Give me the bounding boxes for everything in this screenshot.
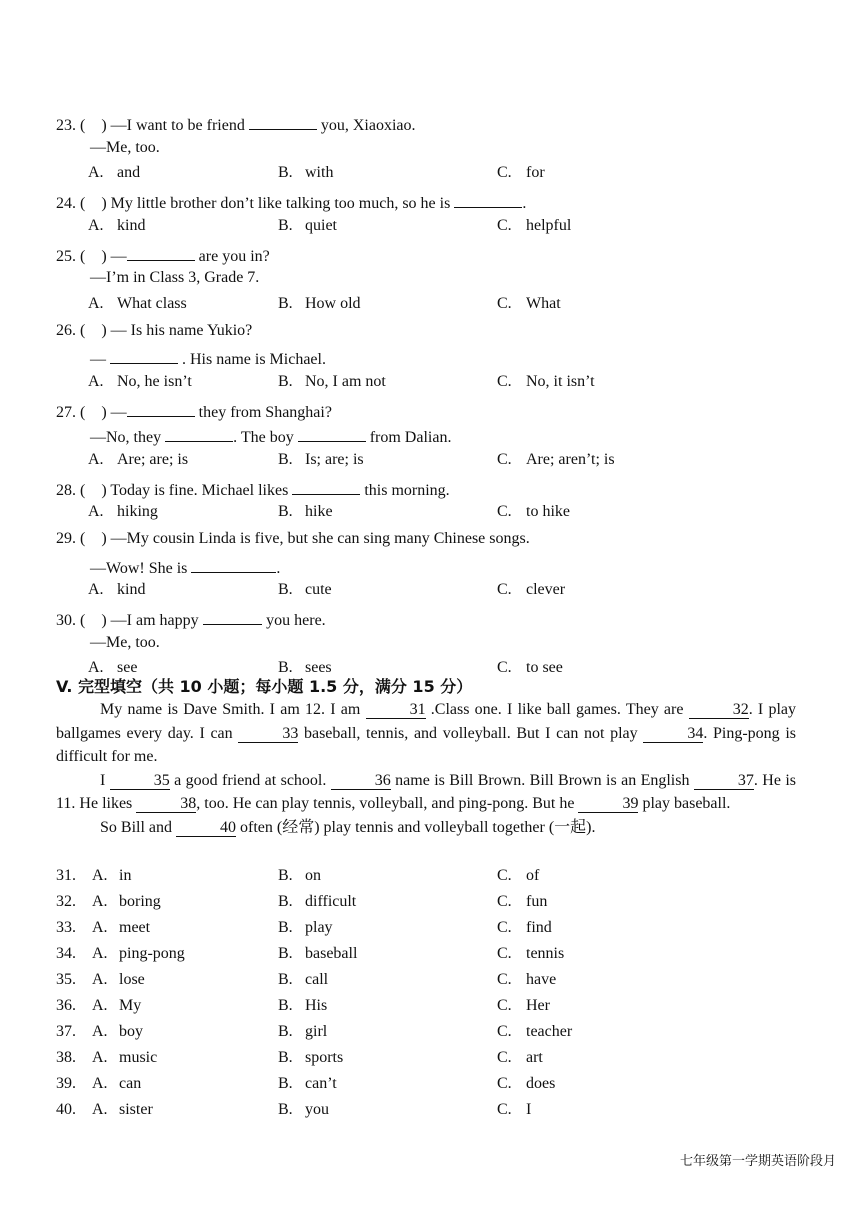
question-line (56, 322, 252, 340)
option-a: kind (117, 216, 146, 234)
option-letter-c: C. (497, 581, 512, 598)
question-text: —I want to be friend (110, 117, 249, 134)
question-text: — (90, 351, 110, 368)
option-b: play (305, 919, 333, 936)
option-letter-c: C. (497, 919, 512, 936)
question-number: 29. (56, 530, 76, 547)
answer-blank: 35 (110, 773, 170, 790)
option-letter-c: C. (497, 1023, 512, 1040)
option-c: fun (526, 893, 548, 910)
option-letter-a: A. (88, 372, 104, 390)
answer-blank: 34 (643, 726, 703, 743)
option-letter-b: B. (278, 294, 293, 312)
question-line (56, 113, 416, 135)
option-letter-b: B. (278, 581, 293, 598)
question-text: are you in? (194, 247, 270, 265)
option-letter-c: C. (497, 1049, 512, 1066)
question-number: 33. (56, 919, 76, 936)
option-b: sees (305, 659, 332, 676)
question-text: from Dalian. (365, 429, 452, 446)
option-b: with (305, 164, 334, 181)
option-b: difficult (305, 893, 357, 910)
option-letter-b: B. (278, 216, 293, 234)
option-letter-c: C. (497, 893, 512, 910)
option-a: No, he isn’t (117, 372, 192, 390)
option-a: kind (117, 581, 146, 598)
option-a: What class (117, 294, 187, 312)
option-c: No, it isn’t (526, 372, 595, 390)
option-b: cute (305, 581, 332, 598)
question-text: you, Xiaoxiao. (316, 117, 416, 134)
option-a: in (119, 867, 132, 884)
question-continuation (90, 556, 280, 578)
option-c: Are; aren’t; is (526, 450, 615, 468)
option-letter-b: B. (278, 372, 293, 390)
option-b: can’t (305, 1075, 337, 1092)
question-continuation (90, 139, 160, 157)
option-letter-a: A. (88, 294, 104, 312)
option-b: hike (305, 503, 333, 520)
option-a: My (119, 997, 142, 1014)
question-text: . (276, 559, 281, 577)
option-letter-c: C. (497, 294, 512, 312)
option-b: you (305, 1101, 329, 1118)
option-letter-a: A. (88, 450, 104, 468)
question-continuation (90, 425, 451, 447)
option-letter-b: B. (278, 164, 293, 181)
option-c: clever (526, 581, 566, 598)
passage-paragraph: I 35 a good friend at school. 36 name is Bill Brown. Bill Brown is an English 37. He is 11. He likes 38, too. He can play tennis, volleyball, and ping-pong. But he 39 play baseball. (56, 771, 797, 812)
option-a: music (119, 1049, 158, 1066)
option-b: on (305, 867, 321, 884)
question-text: —Me, too. (90, 138, 160, 156)
question-line (56, 191, 526, 213)
option-letter-c: C. (497, 1101, 512, 1118)
answer-paren: ( ) (76, 117, 111, 134)
question-number: 26. (56, 321, 76, 339)
option-letter-a: A. (88, 216, 104, 234)
option-letter-c: C. (497, 164, 512, 181)
option-c: What (526, 294, 561, 312)
question-line (56, 478, 450, 500)
question-number: 30. (56, 612, 76, 629)
question-text: you here. (262, 612, 326, 629)
question-number: 34. (56, 945, 76, 962)
answer-paren: ( ) (76, 195, 111, 212)
option-a: see (117, 659, 138, 676)
option-letter-b: B. (278, 1049, 293, 1066)
question-line (56, 244, 270, 266)
option-b: sports (305, 1049, 344, 1066)
option-letter-b: B. (278, 1075, 293, 1092)
option-a: lose (119, 971, 145, 988)
question-line (56, 530, 530, 548)
option-letter-b: B. (278, 450, 293, 468)
question-number: 37. (56, 1023, 76, 1040)
option-c: does (526, 1075, 556, 1092)
question-text: —Wow! She is (90, 559, 192, 577)
option-letter-b: B. (278, 503, 293, 520)
option-b: girl (305, 1023, 328, 1040)
option-b: No, I am not (305, 372, 386, 390)
option-letter-a: A. (92, 867, 108, 884)
option-c: helpful (526, 216, 572, 234)
option-letter-c: C. (497, 450, 512, 468)
answer-blank: 39 (578, 796, 638, 813)
option-letter-a: A. (92, 1049, 108, 1066)
question-text: they from Shanghai? (194, 403, 332, 421)
option-letter-c: C. (497, 945, 512, 962)
question-continuation (90, 269, 259, 287)
option-a: sister (119, 1101, 153, 1118)
answer-blank (249, 113, 317, 130)
option-letter-a: A. (92, 945, 108, 962)
question-text: . (522, 195, 527, 212)
question-text: My little brother don’t like talking too much, so he is (110, 195, 455, 212)
question-number: 24. (56, 195, 76, 212)
answer-paren: ( ) (76, 403, 111, 421)
option-letter-c: C. (497, 971, 512, 988)
option-c: for (526, 164, 545, 181)
answer-blank: 32 (689, 702, 749, 719)
question-line (56, 400, 332, 422)
answer-blank (127, 400, 195, 417)
option-a: boring (119, 893, 161, 910)
option-a: meet (119, 919, 151, 936)
option-letter-b: B. (278, 919, 293, 936)
cloze-passage (56, 698, 796, 839)
option-b: baseball (305, 945, 358, 962)
question-text: — (110, 403, 127, 421)
option-b: quiet (305, 216, 337, 234)
question-number: 31. (56, 867, 76, 884)
option-b: Is; are; is (305, 450, 364, 468)
option-a: boy (119, 1023, 143, 1040)
option-a: and (117, 164, 141, 181)
option-letter-c: C. (497, 997, 512, 1014)
option-a: Are; are; is (117, 450, 189, 468)
option-letter-c: C. (497, 867, 512, 884)
answer-blank: 40 (176, 820, 236, 837)
question-text: —My cousin Linda is five, but she can sing many Chinese songs. (110, 530, 530, 547)
option-b: call (305, 971, 329, 988)
question-number: 38. (56, 1049, 76, 1066)
option-c: I (526, 1101, 532, 1118)
option-letter-c: C. (497, 659, 512, 676)
option-letter-a: A. (92, 997, 108, 1014)
answer-blank: 31 (366, 702, 426, 719)
question-text: —I am happy (110, 612, 203, 629)
option-a: can (119, 1075, 142, 1092)
answer-paren: ( ) (76, 481, 111, 499)
option-letter-c: C. (497, 372, 512, 390)
option-c: Her (526, 997, 550, 1014)
question-text: —Me, too. (90, 633, 160, 651)
option-letter-a: A. (92, 893, 108, 910)
answer-paren: ( ) (76, 321, 111, 339)
question-number: 23. (56, 117, 76, 134)
option-letter-a: A. (92, 919, 108, 936)
answer-paren: ( ) (76, 530, 111, 547)
answer-blank: 37 (694, 773, 754, 790)
answer-blank: 36 (331, 773, 391, 790)
option-letter-a: A. (92, 1101, 108, 1118)
option-c: to see (526, 659, 563, 676)
option-letter-a: A. (88, 581, 104, 598)
option-letter-a: A. (88, 503, 104, 520)
option-c: of (526, 867, 540, 884)
option-letter-b: B. (278, 1023, 293, 1040)
question-text: —No, they (90, 429, 166, 446)
answer-blank (454, 191, 522, 208)
option-letter-b: B. (278, 971, 293, 988)
question-continuation (90, 347, 326, 369)
section-title-cloze: V. 完型填空（共 10 小题；每小题 1.5 分，满分 15 分） (56, 677, 473, 696)
option-letter-c: C. (497, 216, 512, 234)
answer-blank (191, 556, 276, 573)
option-letter-b: B. (278, 997, 293, 1014)
answer-paren: ( ) (76, 247, 111, 265)
answer-blank: 33 (238, 726, 298, 743)
option-letter-b: B. (278, 867, 293, 884)
option-letter-a: A. (92, 971, 108, 988)
option-b: How old (305, 294, 361, 312)
option-b: His (305, 997, 328, 1014)
answer-paren: ( ) (76, 612, 111, 629)
answer-blank (110, 347, 178, 364)
option-letter-b: B. (278, 945, 293, 962)
option-letter-c: C. (497, 503, 512, 520)
option-letter-b: B. (278, 659, 293, 676)
question-number: 28. (56, 481, 76, 499)
option-c: art (526, 1049, 543, 1066)
question-number: 36. (56, 997, 76, 1014)
question-text: — (110, 247, 127, 265)
question-text: Today is fine. Michael likes (110, 481, 293, 499)
option-letter-b: B. (278, 1101, 293, 1118)
page-footer: 七年级第一学期英语阶段月 (679, 1154, 836, 1169)
question-text: . The boy (233, 429, 298, 446)
question-text: this morning. (360, 481, 450, 499)
question-continuation (90, 634, 160, 652)
question-text: — Is his name Yukio? (110, 321, 253, 339)
passage-paragraph: So Bill and 40 often (经常) play tennis and volleyball together (一起). (100, 818, 596, 836)
option-letter-a: A. (88, 164, 104, 181)
passage-paragraph: My name is Dave Smith. I am 12. I am 31 .Class one. I like ball games. They are 32. I play ballgames every day. I can 33 baseball, tennis, and volleyball. But I can not play 34. Ping-pong is difficult for me. (56, 701, 797, 765)
answer-blank (165, 425, 233, 442)
option-letter-a: A. (88, 659, 104, 676)
question-number: 25. (56, 247, 76, 265)
answer-blank: 38 (136, 796, 196, 813)
question-line (56, 608, 326, 630)
option-letter-a: A. (92, 1075, 108, 1092)
option-a: hiking (117, 503, 158, 520)
answer-blank (127, 244, 195, 261)
question-text: . His name is Michael. (178, 351, 326, 368)
option-c: teacher (526, 1023, 573, 1040)
option-letter-a: A. (92, 1023, 108, 1040)
question-number: 27. (56, 403, 76, 421)
question-number: 39. (56, 1075, 76, 1092)
answer-blank (203, 608, 263, 625)
option-c: find (526, 919, 552, 936)
option-c: tennis (526, 945, 565, 962)
question-number: 35. (56, 971, 76, 988)
option-a: ping-pong (119, 945, 185, 962)
option-c: to hike (526, 503, 570, 520)
question-number: 40. (56, 1101, 76, 1118)
option-c: have (526, 971, 557, 988)
option-letter-c: C. (497, 1075, 512, 1092)
answer-blank (292, 478, 360, 495)
question-text: —I’m in Class 3, Grade 7. (90, 269, 260, 286)
question-number: 32. (56, 893, 76, 910)
answer-blank (298, 425, 366, 442)
option-letter-b: B. (278, 893, 293, 910)
